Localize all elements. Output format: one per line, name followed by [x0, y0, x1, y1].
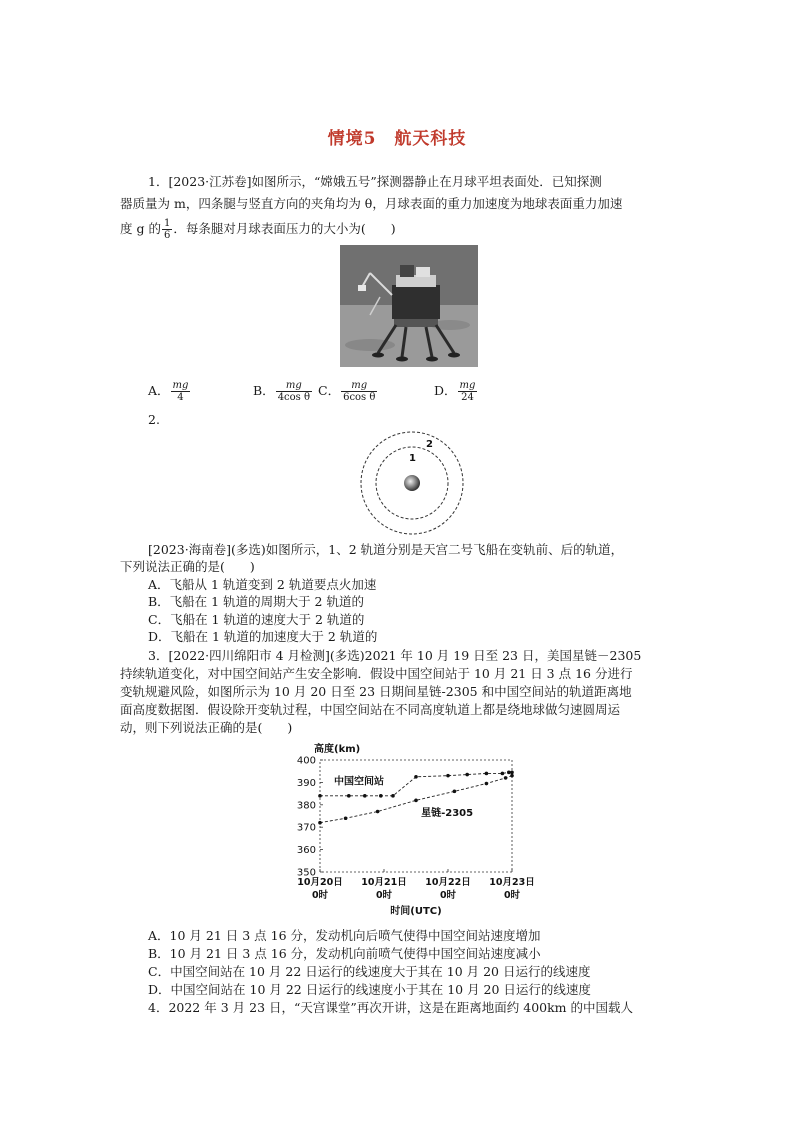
fraction-denominator: 6	[163, 230, 171, 241]
option-fraction	[171, 380, 191, 403]
x-axis-label: 时间(UTC)	[390, 906, 442, 917]
q1-option-a	[148, 380, 191, 403]
fraction-denominator: 4	[177, 392, 184, 403]
fraction-numerator: mg	[341, 380, 377, 392]
q2-line-2: 下列说法正确的是( )	[120, 559, 255, 574]
q3-line-2: 持续轨道变化，对中国空间站产生安全影响．假设中国空间站于 10 月 21 日 3 点 16 分进行	[120, 666, 633, 681]
fraction-denominator: 24	[461, 392, 474, 403]
q1-line-1: 1．[2023·江苏卷]如图所示，“嫦娥五号”探测器静止在月球平坦表面处．已知探测	[148, 174, 602, 189]
data-point	[453, 790, 457, 794]
y-tick-label: 370	[296, 822, 316, 834]
q1-option-c	[318, 380, 378, 403]
data-point	[510, 774, 514, 778]
q3-line-4: 面高度数据图．假设除开变轨过程，中国空间站在不同高度轨道上都是绕地球做匀速圆周运	[120, 702, 621, 717]
y-tick-label: 400	[296, 755, 316, 767]
data-point	[318, 794, 322, 798]
y-tick-label: 360	[296, 845, 316, 857]
fraction-numerator: 1	[163, 218, 171, 229]
q2-option-b: B．飞船在 1 轨道的周期大于 2 轨道的	[148, 594, 364, 609]
x-tick-label-hour: 0时	[503, 890, 521, 901]
q3-line-1: 3．[2022·四川绵阳市 4 月检测](多选)2021 年 10 月 19 日至 23 日，美国星链－2305	[148, 648, 642, 663]
data-point	[344, 816, 348, 820]
data-point	[510, 771, 514, 775]
option-fraction	[276, 380, 312, 403]
orbit-diagram	[350, 428, 474, 538]
q2-option-d: D．飞船在 1 轨道的加速度大于 2 轨道的	[148, 629, 378, 644]
option-label: C．	[318, 383, 341, 398]
fraction-denominator: 6cos θ	[343, 392, 376, 403]
q1-option-d	[434, 380, 478, 403]
y-tick-label: 350	[296, 867, 316, 879]
x-tick-label-date: 10月23日	[489, 877, 535, 888]
option-fraction	[458, 380, 478, 403]
lander-illustration	[340, 245, 478, 367]
q3-option-b: B．10 月 21 日 3 点 16 分，发动机向前喷气使得中国空间站速度减小	[148, 946, 541, 961]
fraction-numerator: mg	[459, 380, 476, 391]
data-point	[507, 771, 511, 775]
x-tick-label-hour: 0时	[375, 890, 393, 901]
option-label: B．	[253, 383, 275, 398]
q1-line-3-text-b: ．每条腿对月球表面压力的大小为( )	[173, 221, 396, 236]
data-point	[446, 774, 450, 778]
x-tick-label-date: 10月21日	[361, 877, 407, 888]
data-point	[376, 810, 380, 814]
q2-option-a: A．飞船从 1 轨道变到 2 轨道要点火加速	[148, 577, 377, 592]
fraction-numerator: mg	[276, 380, 312, 392]
data-point	[414, 799, 418, 803]
section-title: 情境5 航天科技	[327, 129, 467, 149]
x-tick-label-hour: 0时	[311, 890, 329, 901]
q2-option-c: C．飞船在 1 轨道的速度大于 2 轨道的	[148, 612, 365, 627]
data-point	[379, 794, 383, 798]
option-label: A．	[148, 383, 170, 398]
q3-line-5: 动，则下列说法正确的是( )	[120, 720, 293, 735]
series-label-css: 中国空间站	[334, 776, 384, 788]
q3-option-a: A．10 月 21 日 3 点 16 分，发动机向后喷气使得中国空间站速度增加	[148, 928, 541, 943]
data-point	[485, 782, 489, 786]
q1-option-b	[253, 380, 313, 403]
y-tick-label: 390	[296, 777, 316, 789]
orbit-label-1: 1	[409, 453, 416, 464]
q3-line-3: 变轨规避风险，如图所示为 10 月 20 日至 23 日期间星链-2305 和中国空间站的轨道距离地	[120, 684, 632, 699]
option-fraction	[341, 380, 377, 403]
q2-line-1: [2023·海南卷](多选)如图所示，1、2 轨道分别是天宫二号飞船在变轨前、后的轨道，	[148, 542, 624, 557]
q1-line-3	[120, 218, 396, 241]
change5-lander-photo	[340, 245, 478, 367]
one-sixth-fraction	[162, 218, 172, 241]
y-axis-label: 高度(km)	[314, 744, 361, 755]
q4-line-1: 4．2022 年 3 月 23 日，“天宫课堂”再次开讲，这是在距离地面约 400km 的中国载人	[148, 1000, 634, 1015]
data-point	[414, 775, 418, 779]
fraction-denominator: 4cos θ	[277, 392, 311, 403]
data-point	[465, 773, 469, 777]
x-tick-label-date: 10月20日	[297, 877, 343, 888]
y-tick-label: 380	[296, 800, 316, 812]
data-point	[318, 821, 322, 825]
data-point	[485, 772, 489, 776]
earth-sphere	[404, 475, 420, 491]
x-tick-label-date: 10月22日	[425, 877, 471, 888]
option-label: D．	[434, 383, 457, 398]
data-point	[391, 794, 395, 798]
data-point	[347, 794, 351, 798]
q2-number: 2.	[148, 412, 160, 427]
fraction-numerator: mg	[172, 380, 189, 391]
x-tick-label-hour: 0时	[439, 890, 457, 901]
data-point	[363, 794, 367, 798]
data-point	[501, 772, 505, 776]
q3-option-c: C．中国空间站在 10 月 22 日运行的线速度大于其在 10 月 20 日运行的线速度	[148, 964, 591, 979]
altitude-chart	[286, 738, 542, 920]
orbit-label-2: 2	[426, 439, 433, 450]
q1-line-3-text-a: 度 g 的	[120, 221, 161, 236]
data-point	[504, 776, 508, 780]
series-label-starlink: 星链-2305	[421, 808, 474, 819]
q3-option-d: D．中国空间站在 10 月 22 日运行的线速度小于其在 10 月 20 日运行的线速度	[148, 982, 591, 997]
q1-line-2: 器质量为 m，四条腿与竖直方向的夹角均为 θ，月球表面的重力加速度为地球表面重力加速	[120, 196, 623, 211]
